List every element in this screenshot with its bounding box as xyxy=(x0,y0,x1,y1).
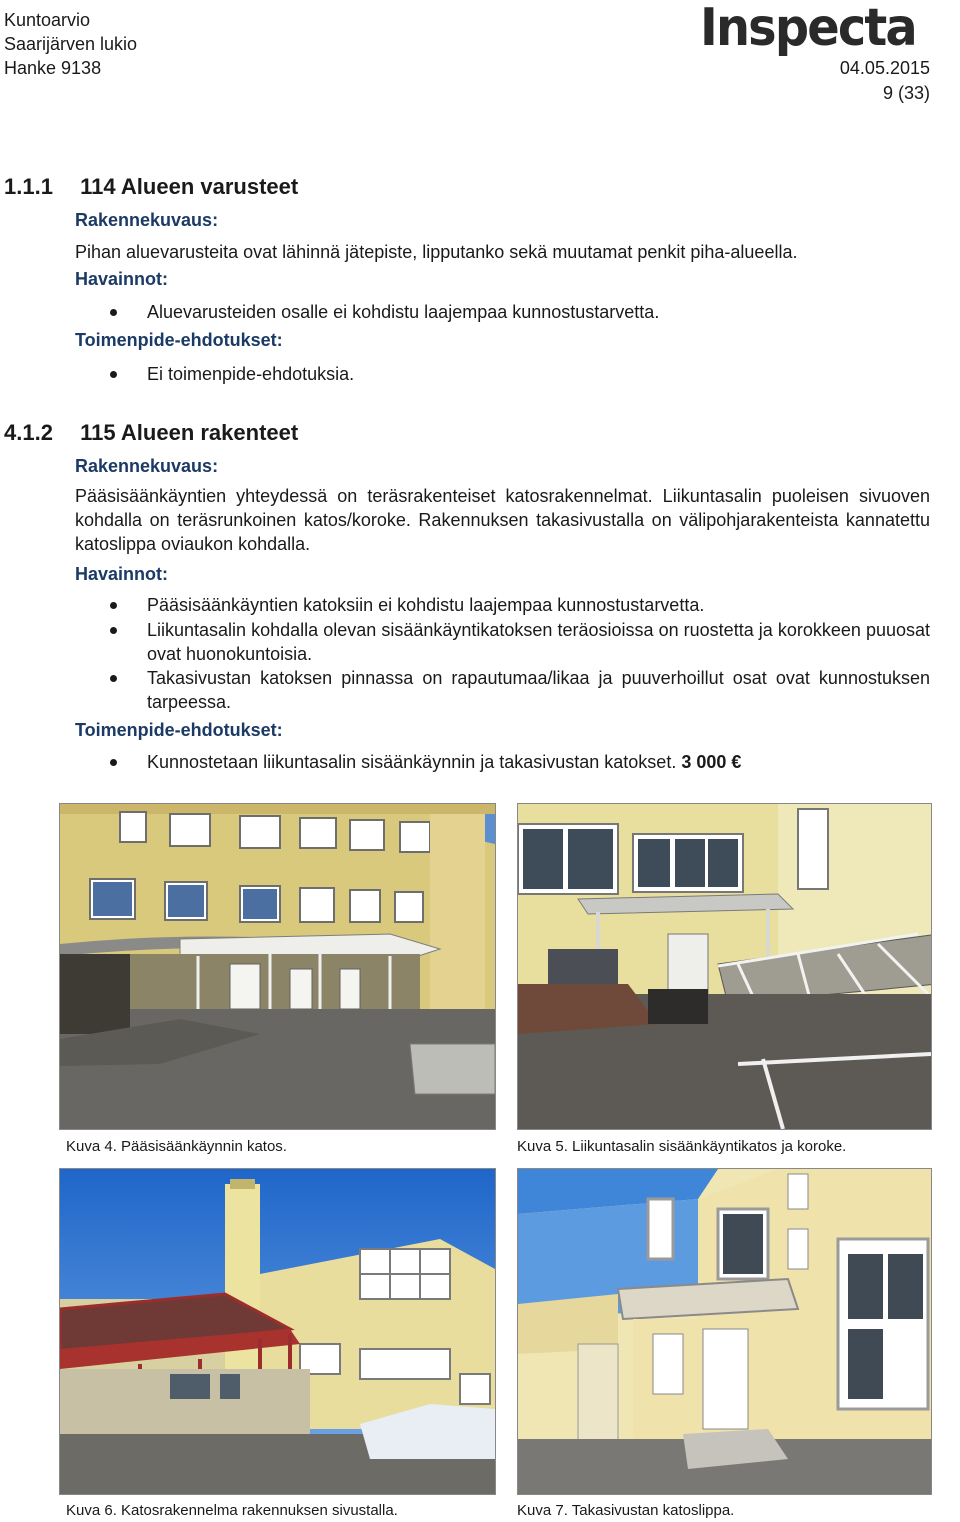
section-heading-115 xyxy=(4,420,298,446)
bullet-icon xyxy=(110,309,117,316)
actions-label: Toimenpide-ehdotukset: xyxy=(75,330,283,350)
desc-label: Rakennekuvaus: xyxy=(75,456,219,476)
photo-main-entrance-canopy xyxy=(59,803,496,1130)
section-number: 4.1.2 xyxy=(4,420,53,445)
project-number: Hanke 9138 xyxy=(4,58,102,78)
caption-photo-6: Kuva 6. Katosrakennelma rakennuksen sivustalla. xyxy=(66,1502,398,1519)
action-bullet: Ei toimenpide-ehdotuksia. xyxy=(110,362,930,386)
caption-photo-4: Kuva 4. Pääsisäänkäynnin katos. xyxy=(66,1138,287,1155)
document-header-left xyxy=(4,8,137,80)
action-bullet xyxy=(110,750,930,774)
caption-photo-5: Kuva 5. Liikuntasalin sisäänkäyntikatos ja koroke. xyxy=(517,1138,847,1155)
doc-date: 04.05.2015 xyxy=(839,58,930,78)
bullet-icon xyxy=(110,371,117,378)
bullet-icon xyxy=(110,759,117,766)
bullet-icon xyxy=(110,627,117,634)
section-heading-114 xyxy=(4,174,298,200)
obs-bullet: Takasivustan katoksen pinnassa on rapautumaa/likaa ja puuverhoillut osat ovat kunnostuksen tarpeessa. xyxy=(110,666,930,714)
section-title: 115 Alueen rakenteet xyxy=(80,420,299,445)
page-number: 9 (33) xyxy=(882,83,930,103)
section-number: 1.1.1 xyxy=(4,174,53,199)
obs-bullet: Aluevarusteiden osalle ei kohdistu laajempaa kunnostustarvetta. xyxy=(110,300,930,324)
inspecta-logo: Inspecta xyxy=(700,0,916,58)
desc-label: Rakennekuvaus: xyxy=(75,210,219,230)
caption-photo-7: Kuva 7. Takasivustan katoslippa. xyxy=(517,1502,735,1519)
photo-gym-entrance-canopy xyxy=(517,803,932,1130)
bullet-icon xyxy=(110,602,117,609)
document-header-right xyxy=(840,56,930,106)
obs-label: Havainnot: xyxy=(75,564,169,584)
bullet-icon xyxy=(110,675,117,682)
obs-bullet: Liikuntasalin kohdalla olevan sisäänkäyntikatoksen teräosioissa on ruostetta ja korokkeen puuosat ovat huonokuntoisia. xyxy=(110,618,930,666)
actions-label: Toimenpide-ehdotukset: xyxy=(75,720,283,740)
section-title: 114 Alueen varusteet xyxy=(80,174,299,199)
photo-rear-canopy xyxy=(517,1168,932,1495)
desc-text: Pääsisäänkäyntien yhteydessä on teräsrakenteiset katosrakennelmat. Liikuntasalin puoleisen sivuoven kohdalla on teräsrunkoinen katos/koroke. Rakennuksen takasivustalla on välipohjarakenteista kannatettu katoslippa oviaukon kohdalla. xyxy=(75,486,930,554)
site-name: Saarijärven lukio xyxy=(4,34,138,54)
action-cost: 3 000 € xyxy=(681,752,742,772)
action-text: Kunnostetaan liikuntasalin sisäänkäynnin ja takasivustan katokset. xyxy=(147,752,677,772)
desc-text: Pihan aluevarusteita ovat lähinnä jätepiste, lipputanko sekä muutamat penkit piha-alueella. xyxy=(75,242,798,262)
doc-type: Kuntoarvio xyxy=(4,10,91,30)
photo-side-canopy xyxy=(59,1168,496,1495)
obs-label: Havainnot: xyxy=(75,269,169,289)
obs-bullet: Pääsisäänkäyntien katoksiin ei kohdistu laajempaa kunnostustarvetta. xyxy=(110,593,930,617)
